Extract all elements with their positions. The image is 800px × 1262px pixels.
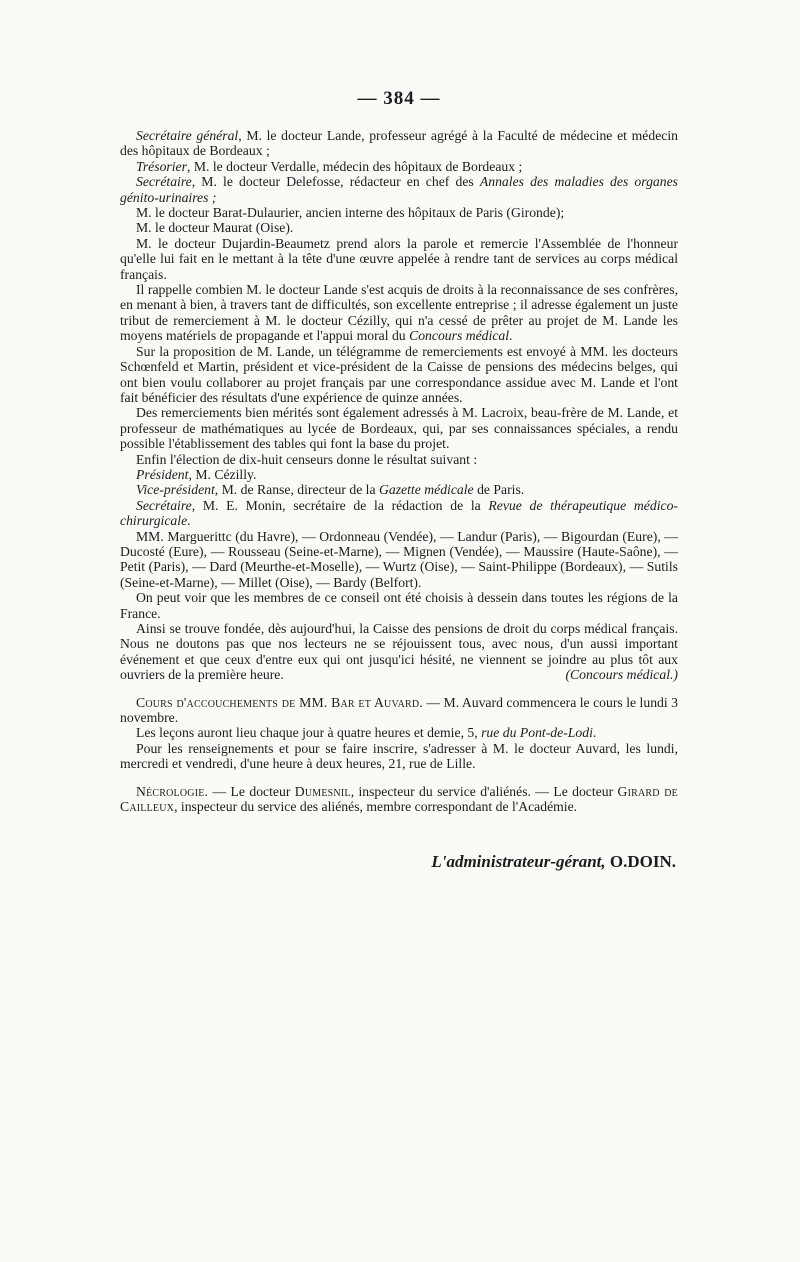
paragraph-text: — Le docteur <box>208 783 295 799</box>
journal-title: Annales des maladies des organes génito-urinaires <box>120 174 679 205</box>
role-text: , M. E. Monin, secrétaire de la rédaction de la <box>191 497 489 513</box>
member-maurat: M. le docteur Maurat (Oise). <box>136 220 294 236</box>
paragraph-members-list: MM. Marguerittc (du Havre), — Ordonneau (Vendée), — Landur (Paris), — Bigourdan (Eure), — Ducosté (Eure), — Rousseau (Seine-et-Marne), — Mignen (Vendée), — Maussire (Haute-Saône), — Petit (Paris), — Dard (Meurthe-et-Moselle), — Wurtz (Oise), — Saint-Philippe (Bordeaux), — Sutils (Seine-et-Marne), — Millet (Oise), — Bardy (Belfort). <box>120 528 678 590</box>
journal-title: Concours médical <box>409 328 510 344</box>
page-number: — 384 — <box>357 88 441 109</box>
journal-title: Gazette médicale <box>379 482 474 498</box>
paragraph-tail: . <box>592 725 597 741</box>
role-tail: de Paris. <box>473 482 525 498</box>
cours-announcement <box>120 695 678 726</box>
bureau-secretaire-general <box>120 128 678 159</box>
member-barat: M. le docteur Barat-Dulaurier, ancien interne des hôpitaux de Paris (Gironde); <box>136 205 565 221</box>
signature-name: O.DOIN. <box>609 852 676 872</box>
paragraph-text: — M. Auvard commencera le cours le lundi 3 novembre. <box>120 694 678 726</box>
paragraph-telegramme: Sur la proposition de M. Lande, un télégramme de remerciements est envoyé à MM. les docteurs Schœnfeld et Martin, président et vice-président de la Caisse de pensions des médecins belges, qui ont bien voulu collaborer au projet français par une correspondance assidue avec M. Lande et l'ont fait bénéficier des résultats d'une expérience de quinze années. <box>120 343 678 405</box>
source-citation: (Concours médical.) <box>565 667 678 683</box>
signature-label: L'administrateur-gérant, <box>431 852 606 872</box>
section-gap <box>120 772 678 784</box>
paragraph-text: Ainsi se trouve fondée, dès aujourd'hui, la Caisse des pensions de droit du corps médical français. Nous ne doutons pas que nos lecteurs ne se réjouissent tous, avec nous, d'un aussi important événement et que ceux d'entre eux qui ont jusqu'ici hésité, ne viennent se joindre au plus tôt aux ouvriers de la première heure. <box>120 621 678 683</box>
role-tail: ; <box>208 189 217 205</box>
journal-title: Revue de thérapeutique médico-chirurgicale <box>120 497 678 529</box>
signature <box>120 852 678 872</box>
role-text: , M. le docteur Verdalle, médecin des hôpitaux de Bordeaux ; <box>186 158 523 174</box>
role-text: , M. Cézilly. <box>188 466 257 482</box>
role-text: , M. le docteur Lande, professeur agrégé à la Faculté de médecine et médecin des hôpitaux de Bordeaux ; <box>120 128 678 159</box>
censeurs-list <box>120 467 678 529</box>
censeur-vice-president <box>120 482 678 497</box>
bureau-list <box>120 128 678 236</box>
role-label: Secrétaire général <box>136 128 239 143</box>
role-label: Secrétaire <box>136 174 192 190</box>
section-cours <box>120 695 678 772</box>
address-italic: rue du Pont-de-Lodi <box>481 725 593 741</box>
censeur-secretaire <box>120 498 678 529</box>
paragraph-election: Enfin l'élection de dix-huit censeurs donne le résultat suivant : <box>136 451 478 467</box>
paragraph-lacroix: Des remerciements bien mérités sont également adressés à M. Lacroix, beau-frère de M. Lande, et professeur de mathématiques au lycée de Bordeaux, qui, par ses connaissances spéciales, a rendu possible l'établissement des tables qui font la base du projet. <box>120 405 678 452</box>
person-name: Girard de Cailleux <box>120 783 678 815</box>
role-text: , M. de Ranse, directeur de la <box>214 482 379 498</box>
paragraph-text: , inspecteur du service des aliénés, membre correspondant de l'Académie. <box>174 799 578 815</box>
paragraph-rappelle <box>120 282 678 344</box>
bureau-tresorier <box>120 159 678 174</box>
role-label: Trésorier <box>136 158 187 174</box>
section-heading: Nécrologie. <box>136 783 209 799</box>
paragraph-text: , inspecteur du service d'aliénés. — Le docteur <box>350 783 618 799</box>
paragraph-caisse <box>120 621 678 683</box>
role-text: , M. le docteur Delefosse, rédacteur en chef des <box>191 174 480 190</box>
censeur-president <box>120 467 678 482</box>
paragraph-text: Il rappelle combien M. le docteur Lande s'est acquis de droits à la reconnaissance de ses confrères, en menant à bien, à travers tant de difficultés, son excellente entreprise ; il adresse également un juste tribut de remerciement à M. le docteur Cézilly, qui n'a cessé de prêter au projet de M. Lande les moyens matériels de propagande et l'appui moral du <box>120 282 678 344</box>
role-label: Secrétaire <box>136 497 192 513</box>
role-label: Vice-président <box>136 482 215 498</box>
cours-lecons <box>120 725 678 740</box>
cours-renseignements: Pour les renseignements et pour se faire inscrire, s'adresser à M. le docteur Auvard, les lundi, mercredi et vendredi, d'une heure à deux heures, 21, rue de Lille. <box>120 740 678 772</box>
paragraph-regions: On peut voir que les membres de ce conseil ont été choisis à dessein dans toutes les régions de la France. <box>120 590 678 621</box>
role-label: Président <box>136 466 189 482</box>
role-tail: . <box>187 513 191 529</box>
section-gap <box>120 683 678 695</box>
paragraph-dujardin: M. le docteur Dujardin-Beaumetz prend alors la parole et remercie l'Assemblée de l'honneur qu'elle lui fait en le mettant à la tête d'une œuvre appelée à rendre tant de services au corps médical français. <box>120 235 678 282</box>
paragraph-tail: . <box>509 328 513 344</box>
section-heading: Cours d'accouchements de MM. Bar et Auvard. <box>136 694 423 710</box>
person-name: Dumesnil <box>294 783 351 799</box>
bureau-secretaire <box>120 174 678 205</box>
section-necrologie <box>120 784 678 815</box>
necrologie-paragraph <box>120 784 678 815</box>
paragraph-text: Les leçons auront lieu chaque jour à quatre heures et demie, 5, <box>136 725 482 741</box>
